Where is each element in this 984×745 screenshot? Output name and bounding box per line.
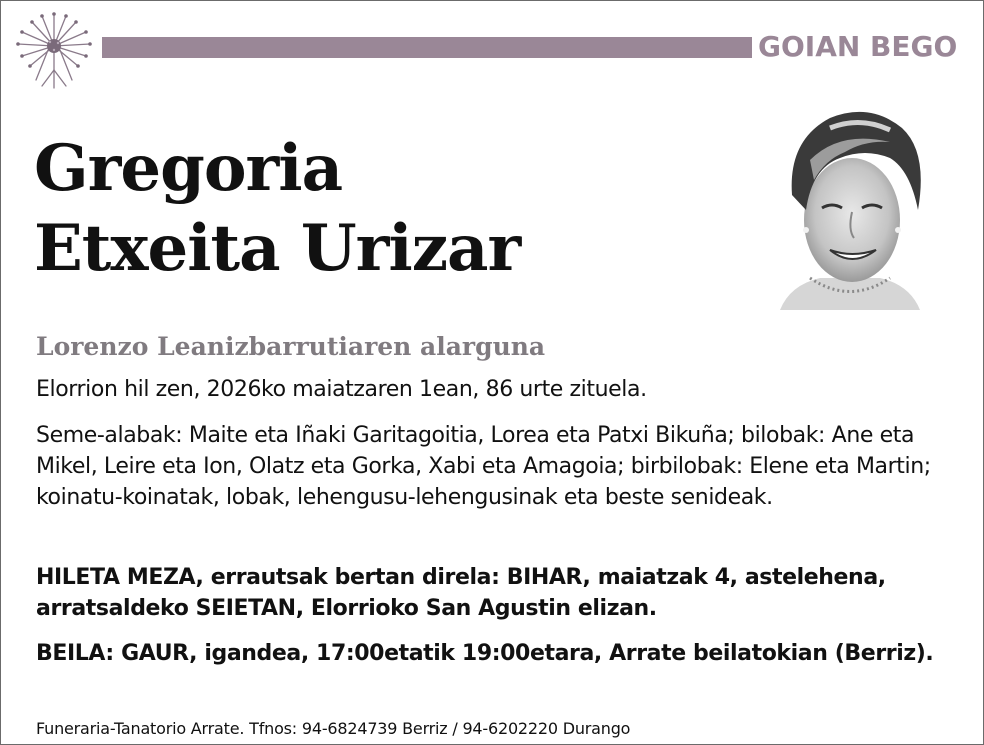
section-title: GOIAN BEGO <box>758 30 958 63</box>
deceased-first-name: Gregoria <box>34 131 343 206</box>
thistle-flower-icon <box>12 10 96 92</box>
family-members: Seme-alabak: Maite eta Iñaki Garitagoitia, Lorea eta Patxi Bikuña; bilobak: Ane eta Mikel, Leire eta Ion, Olatz eta Gorka, Xabi eta Amagoia; birbilobak: Elene eta Martin; koinatu-koinatak, lobak, lehengusu-lehengusinak eta beste senideak. <box>36 423 931 510</box>
deceased-surnames: Etxeita Urizar <box>34 211 521 286</box>
header-bar <box>102 37 752 58</box>
widow-of-line: Lorenzo Leanizbarrutiaren alarguna <box>36 332 546 361</box>
funeral-home-contact: Funeraria-Tanatorio Arrate. Tfnos: 94-6824739 Berriz / 94-6202220 Durango <box>36 719 631 738</box>
death-notice: Elorrion hil zen, 2026ko maiatzaren 1ean, 86 urte zituela. <box>36 377 647 402</box>
wake-info: BEILA: GAUR, igandea, 17:00etatik 19:00etara, Arrate beilatokian (Berriz). <box>36 641 934 666</box>
portrait-photo <box>770 100 930 310</box>
funeral-mass-info: HILETA MEZA, errautsak bertan direla: BIHAR, maiatzak 4, astelehena, arratsaldeko SEIETAN, Elorrioko San Agustin elizan. <box>36 565 886 621</box>
